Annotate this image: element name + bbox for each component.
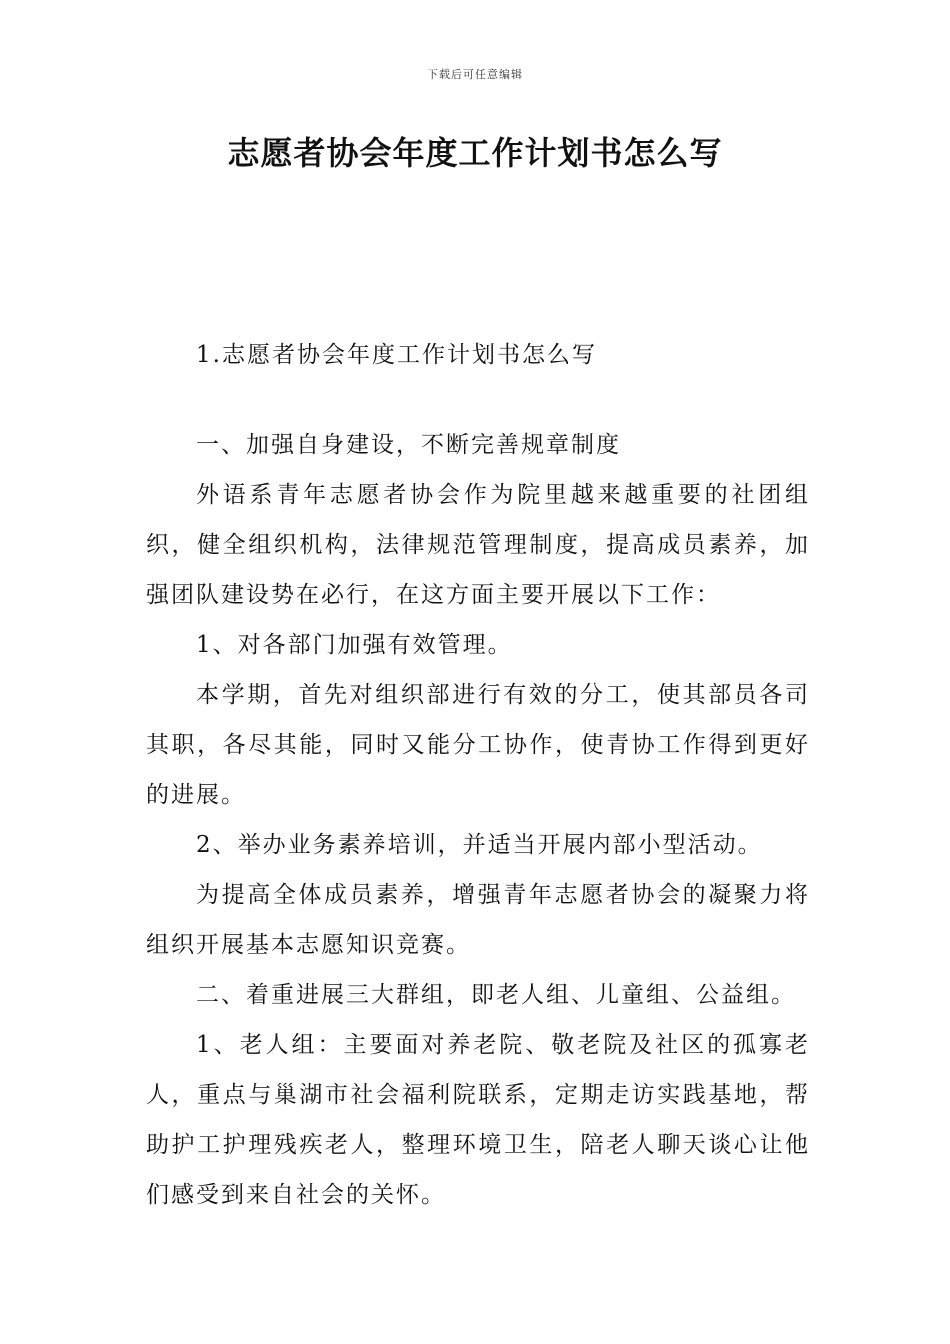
paragraph: 为提高全体成员素养，增强青年志愿者协会的凝聚力将组织开展基本志愿知识竞赛。 [146,882,810,958]
header-note: 下载后可任意编辑 [427,68,523,81]
document-title: 志愿者协会年度工作计划书怎么写 [227,134,723,172]
paragraph-heading-2: 二、着重进展三大群组，即老人组、儿童组、公益组。 [196,982,796,1008]
paragraph: 外语系青年志愿者协会作为院里越来越重要的社团组织，健全组织机构，法律规范管理制度，提高成员素养，加强团队建设势在必行，在这方面主要开展以下工作： [146,482,810,608]
paragraph-heading-1: 一、加强自身建设，不断完善规章制度 [196,432,621,458]
document-body [146,420,810,1220]
paragraph: 1、老人组：主要面对养老院、敬老院及社区的孤寡老人，重点与巢湖市社会福利院联系，定期走访实践基地，帮助护工护理残疾老人，整理环境卫生，陪老人聊天谈心让他们感受到来自社会的关怀。 [146,1032,810,1208]
paragraph-item-2: 2、举办业务素养培训，并适当开展内部小型活动。 [196,832,763,858]
paragraph: 本学期，首先对组织部进行有效的分工，使其部员各司其职，各尽其能，同时又能分工协作，使青协工作得到更好的进展。 [146,682,810,808]
paragraph-item-1: 1、对各部门加强有效管理。 [196,632,513,658]
section-heading: 1.志愿者协会年度工作计划书怎么写 [196,342,597,368]
section-heading-block [146,330,810,380]
